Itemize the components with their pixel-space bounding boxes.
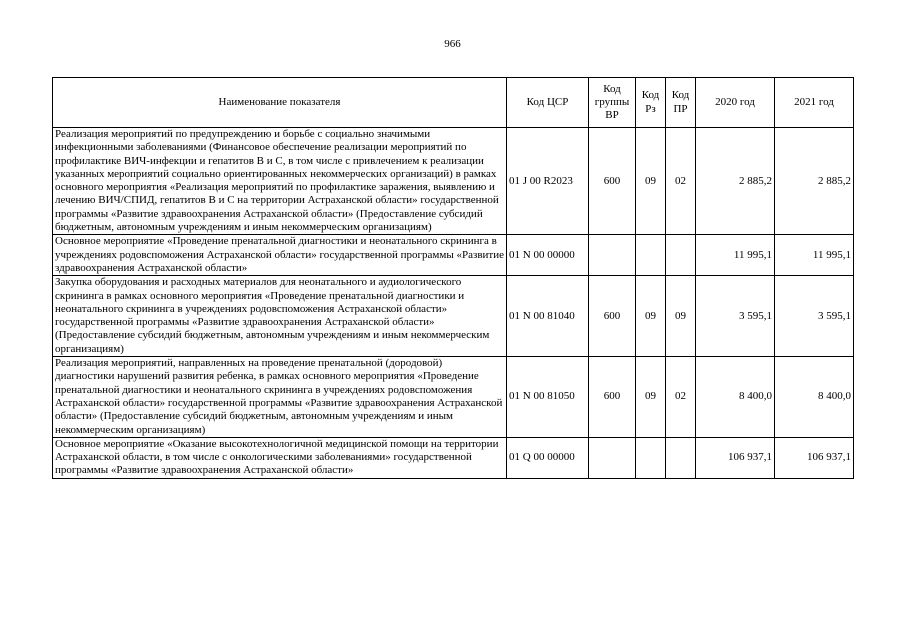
row-2020: 8 400,0: [696, 357, 775, 438]
row-2020: 11 995,1: [696, 235, 775, 276]
table-header-row: [53, 78, 854, 128]
row-2020: 2 885,2: [696, 128, 775, 235]
row-vr: 600: [589, 276, 636, 357]
row-rz: [636, 437, 666, 478]
table-row: [53, 235, 854, 276]
row-csr: 01 N 00 00000: [507, 235, 589, 276]
row-2021: 2 885,2: [775, 128, 854, 235]
row-rz: 09: [636, 276, 666, 357]
table-row: [53, 128, 854, 235]
header-name: Наименование показателя: [53, 78, 507, 128]
row-name: Реализация мероприятий, направленных на проведение пренатальной (дородовой) диагностики нарушений развития ребенка, в рамках основного мероприятия «Проведение пренатальной диагностики и неонатального скрининга в учреждениях родовспоможения Астраханской области» государственной программы «Развитие здравоохранения Астраханской области» (Предоставление субсидий бюджетным, автономным учреждениям и иным некоммерческим организациям): [53, 357, 507, 438]
header-2021: 2021 год: [775, 78, 854, 128]
row-vr: [589, 235, 636, 276]
row-name: Закупка оборудования и расходных материалов для неонатального и аудиологического скрининга в рамках основного мероприятия «Проведение пренатальной диагностики и неонатального скрининга в учреждениях родовспоможения Астраханской области» государственной программы «Развитие здравоохранения Астраханской области» (Предоставление субсидий бюджетным, автономным учреждениям и иным некоммерческим организациям): [53, 276, 507, 357]
row-csr: 01 Q 00 00000: [507, 437, 589, 478]
row-rz: [636, 235, 666, 276]
row-pr: [666, 235, 696, 276]
table-row: [53, 357, 854, 438]
row-rz: 09: [636, 357, 666, 438]
header-vr: Код группы ВР: [589, 78, 636, 128]
row-2021: 106 937,1: [775, 437, 854, 478]
header-2020: 2020 год: [696, 78, 775, 128]
row-2021: 8 400,0: [775, 357, 854, 438]
row-name: Основное мероприятие «Оказание высокотехнологичной медицинской помощи на территории Астраханской области, в том числе с онкологическими заболеваниями» государственной программы «Развитие здравоохранения Астраханской области»: [53, 437, 507, 478]
row-2021: 3 595,1: [775, 276, 854, 357]
header-pr: Код ПР: [666, 78, 696, 128]
row-pr: [666, 437, 696, 478]
row-csr: 01 N 00 81040: [507, 276, 589, 357]
row-pr: 02: [666, 357, 696, 438]
header-rz: Код Рз: [636, 78, 666, 128]
row-pr: 02: [666, 128, 696, 235]
page-number: 966: [444, 38, 461, 50]
table-row: [53, 276, 854, 357]
row-pr: 09: [666, 276, 696, 357]
row-csr: 01 N 00 81050: [507, 357, 589, 438]
row-vr: 600: [589, 357, 636, 438]
row-name: Основное мероприятие «Проведение пренатальной диагностики и неонатального скрининга в учреждениях родовспоможения Астраханской области» государственной программы «Развитие здравоохранения Астраханской области»: [53, 235, 507, 276]
row-rz: 09: [636, 128, 666, 235]
table-row: [53, 437, 854, 478]
row-2021: 11 995,1: [775, 235, 854, 276]
header-csr: Код ЦСР: [507, 78, 589, 128]
row-2020: 106 937,1: [696, 437, 775, 478]
row-name: Реализация мероприятий по предупреждению и борьбе с социально значимыми инфекционными заболеваниями (Финансовое обеспечение реализации мероприятий по профилактике ВИЧ-инфекции и гепатитов В и С, в том числе с привлечением к реализации указанных мероприятий социально ориентированных некоммерческих организаций) в рамках основного мероприятия «Реализация мероприятий по профилактике заражения, выявлению и лечению ВИЧ/СПИД, гепатитов В и С на территории Астраханской области» государственной программы «Развитие здравоохранения Астраханской области» (Предоставление субсидий бюджетным, автономным учреждениям и иным некоммерческим организациям): [53, 128, 507, 235]
row-2020: 3 595,1: [696, 276, 775, 357]
row-vr: 600: [589, 128, 636, 235]
budget-table: [52, 77, 854, 479]
row-csr: 01 J 00 R2023: [507, 128, 589, 235]
row-vr: [589, 437, 636, 478]
